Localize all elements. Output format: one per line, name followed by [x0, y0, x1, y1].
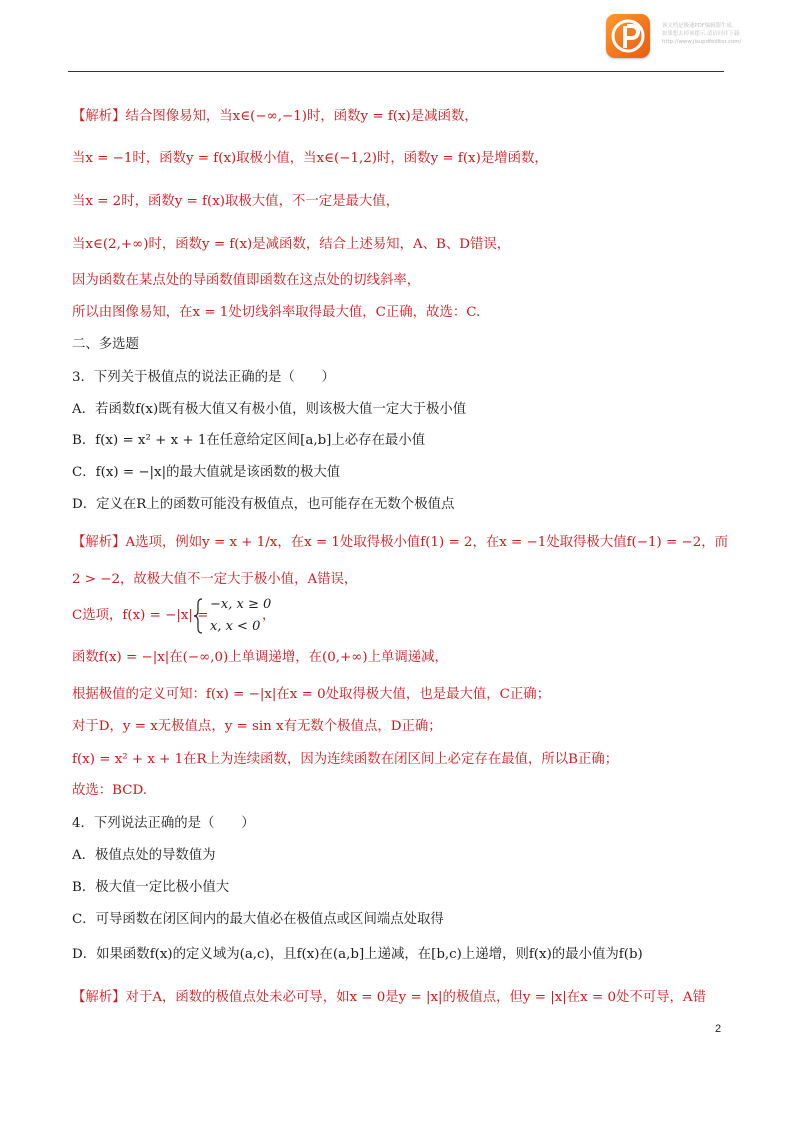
- section-heading: 二、多选题: [72, 337, 139, 352]
- option-c: C．f(x) = −|x|的最大值就是该函数的极大值: [72, 465, 341, 480]
- piecewise-case: x, x < 0: [210, 619, 261, 634]
- solution-line: 【解析】对于A，函数的极值点处未必可导，如x = 0是y = |x|的极值点，但y = |x|在x = 0处不可导，A错: [72, 990, 706, 1005]
- watermark-line: 如果想去掉该提示,请访问并下载:: [662, 31, 741, 37]
- solution-line: 当x = −1时，函数y = f(x)取极小值，当x∈(−1,2)时，函数y = f(x)是增函数，: [72, 151, 548, 166]
- solution-line: 根据极值的定义可知：f(x) = −|x|在x = 0处取得极大值，也是最大值，C正确；: [72, 687, 551, 702]
- watermark-line: 该文档是极速PDF编辑器生成,: [662, 23, 734, 29]
- solution-line: 函数f(x) = −|x|在(−∞,0)上单调递增，在(0,+∞)上单调递减，: [72, 650, 448, 665]
- option-a: A．若函数f(x)既有极大值又有极小值，则该极大值一定大于极小值: [72, 402, 467, 417]
- option-d: D．定义在R上的函数可能没有极值点，也可能存在无数个极值点: [72, 497, 455, 512]
- page-number: 2: [715, 1023, 722, 1035]
- option-b: B．f(x) = x² + x + 1在任意给定区间[a,b]上必存在最小值: [72, 433, 426, 448]
- question-stem: 4．下列说法正确的是（ ）: [72, 816, 255, 831]
- solution-line: 所以由图像易知，在x = 1处切线斜率取得最大值，C正确，故选：C.: [72, 305, 481, 320]
- solution-line: 当x = 2时，函数y = f(x)取极大值，不一定是最大值，: [72, 194, 400, 209]
- solution-line: 【解析】结合图像易知，当x∈(−∞,−1)时，函数y = f(x)是减函数，: [72, 109, 478, 124]
- question-stem: 3．下列关于极值点的说法正确的是（ ）: [72, 370, 335, 385]
- solution-line: 当x∈(2,+∞)时，函数y = f(x)是减函数，结合上述易知，A、B、D错误，: [72, 237, 511, 252]
- option-b: B．极大值一定比极小值大: [72, 880, 230, 895]
- option-d: D．如果函数f(x)的定义域为(a,c)，且f(x)在(a,b]上递减，在[b,c)上递增，则f(x)的最小值为f(b): [72, 947, 643, 962]
- solution-line: f(x) = x² + x + 1在R上为连续函数，因为连续函数在闭区间上必定存在最值，所以B正确；: [72, 752, 619, 767]
- solution-line: 2 > −2，故极大值不一定大于极小值，A错误，: [72, 572, 358, 587]
- solution-line: C选项，f(x) = −|x| =: [72, 608, 209, 623]
- option-a: A．极值点处的导数值为: [72, 848, 216, 863]
- piecewise-punctuation: ，: [262, 608, 276, 623]
- solution-line: 【解析】A选项，例如y = x + 1/x，在x = 1处取得极小值f(1) = 2，在x = −1处取得极大值f(−1) = −2，而: [72, 535, 729, 550]
- solution-line: 对于D，y = x无极值点，y = sin x有无数个极值点，D正确；: [72, 719, 442, 734]
- piecewise-brace-icon: [193, 598, 203, 634]
- option-c: C．可导函数在闭区间内的最大值必在极值点或区间端点处取得: [72, 912, 444, 927]
- header-divider: [68, 71, 724, 72]
- pdf-editor-logo-icon: [606, 14, 650, 58]
- solution-line: 故选：BCD.: [72, 783, 148, 798]
- piecewise-case: −x, x ≥ 0: [210, 597, 272, 612]
- editor-watermark: [662, 22, 774, 46]
- watermark-line: http://www.jisupdfeditor.com/: [662, 39, 742, 45]
- solution-line: 因为函数在某点处的导函数值即函数在这点处的切线斜率，: [72, 273, 421, 288]
